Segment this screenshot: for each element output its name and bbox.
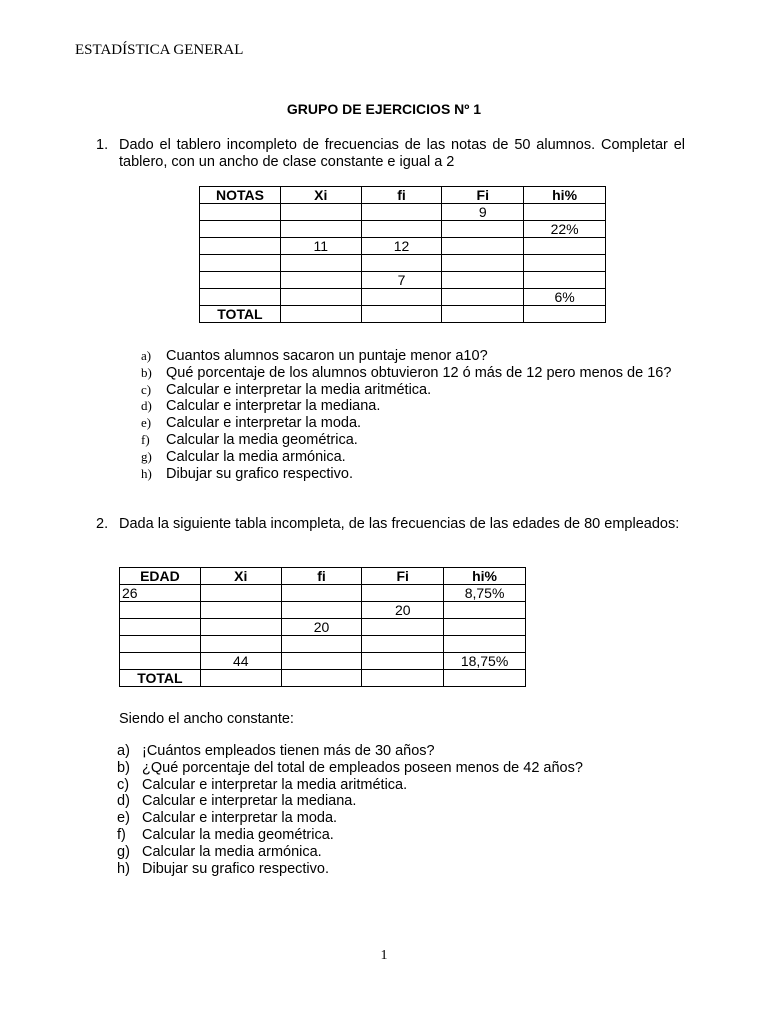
item-text: Calcular la media geométrica.	[166, 431, 358, 448]
list-item	[141, 415, 686, 432]
table-total-row	[200, 306, 606, 323]
table-row	[120, 619, 526, 636]
table-cell: TOTAL	[200, 306, 281, 323]
table-cell	[281, 670, 362, 687]
exercise-2-questions	[117, 743, 682, 877]
table-cell	[444, 602, 526, 619]
header-cell: Fi	[362, 568, 444, 585]
table-row	[120, 653, 526, 670]
header-cell: Fi	[442, 187, 524, 204]
table-cell	[280, 204, 361, 221]
table-cell	[524, 238, 606, 255]
table-cell	[442, 289, 524, 306]
table-row	[200, 272, 606, 289]
item-marker: c)	[117, 776, 130, 793]
list-item	[117, 810, 682, 827]
item-marker: b)	[141, 364, 152, 380]
table-cell	[281, 585, 362, 602]
table-cell	[200, 289, 281, 306]
item-text: Calcular la media geométrica.	[142, 826, 334, 843]
table-cell: 44	[200, 653, 281, 670]
item-marker: f)	[117, 826, 126, 843]
table-cell	[120, 636, 201, 653]
table-cell	[442, 238, 524, 255]
list-item	[141, 381, 686, 399]
table-row	[120, 602, 526, 619]
table-row	[200, 289, 606, 306]
table-total-row	[120, 670, 526, 687]
table-cell	[362, 619, 444, 636]
item-marker: c)	[141, 381, 152, 397]
table-cell	[524, 204, 606, 221]
table-cell	[362, 653, 444, 670]
item-text: Dibujar su grafico respectivo.	[142, 860, 329, 877]
exercise-1-questions	[141, 348, 686, 482]
table-cell	[120, 619, 201, 636]
table-cell	[281, 653, 362, 670]
table-cell	[444, 670, 526, 687]
item-text: Cuantos alumnos sacaron un puntaje menor a10?	[166, 348, 488, 364]
item-marker: e)	[117, 810, 130, 827]
list-item	[141, 348, 686, 365]
table-cell: 22%	[524, 221, 606, 238]
table-cell	[280, 221, 361, 238]
table-cell	[442, 255, 524, 272]
table-cell	[524, 272, 606, 289]
list-item	[141, 398, 686, 415]
table-cell	[442, 306, 524, 323]
item-text: Calcular e interpretar la media aritmética.	[142, 776, 408, 793]
table-cell	[362, 636, 444, 653]
table-cell: 8,75%	[444, 585, 526, 602]
item-marker: a)	[117, 743, 130, 759]
edad-table	[119, 567, 526, 687]
table-cell	[280, 272, 361, 289]
table-cell	[444, 619, 526, 636]
table-cell	[281, 636, 362, 653]
item-marker: b)	[117, 759, 130, 776]
header-cell: Xi	[200, 568, 281, 585]
header-cell: fi	[361, 187, 442, 204]
table-cell	[362, 670, 444, 687]
header-cell: EDAD	[120, 568, 201, 585]
table-cell	[200, 238, 281, 255]
list-item	[141, 465, 686, 483]
item-marker: g)	[141, 448, 152, 464]
table-cell	[442, 221, 524, 238]
table-row	[120, 585, 526, 602]
item-marker: f)	[141, 431, 150, 447]
exercise-2-number: 2.	[96, 516, 109, 532]
header-cell: Xi	[280, 187, 361, 204]
table-cell	[200, 636, 281, 653]
item-marker: g)	[117, 843, 130, 860]
item-text: ¿Qué porcentaje del total de empleados poseen menos de 42 años?	[142, 759, 583, 776]
item-marker: h)	[141, 465, 152, 481]
list-item	[141, 431, 686, 449]
table-cell: 18,75%	[444, 653, 526, 670]
exercise-2-text: Dada la siguiente tabla incompleta, de las frecuencias de las edades de 80 empleados:	[119, 516, 680, 532]
item-text: Calcular e interpretar la moda.	[142, 810, 338, 827]
list-item	[117, 743, 682, 760]
item-text: Calcular e interpretar la media aritmética.	[166, 381, 432, 398]
list-item	[141, 448, 686, 466]
item-marker: a)	[141, 348, 152, 363]
document-header: ESTADÍSTICA GENERAL	[75, 42, 244, 58]
table-row	[200, 221, 606, 238]
table-cell	[120, 602, 201, 619]
table-row	[200, 238, 606, 255]
table-cell	[200, 255, 281, 272]
list-item	[117, 860, 682, 878]
exercise-1-number: 1.	[96, 137, 109, 153]
table-cell: 6%	[524, 289, 606, 306]
table-cell	[200, 670, 281, 687]
item-text: Calcular e interpretar la mediana.	[166, 398, 381, 415]
table-header-row	[120, 568, 526, 585]
item-text: Calcular e interpretar la mediana.	[142, 793, 357, 810]
item-text: Calcular e interpretar la moda.	[166, 415, 362, 432]
exercise-1-text: Dado el tablero incompleto de frecuencias de las notas de 50 alumnos. Completar el tablero, con un ancho de clase constante e igual a 2	[119, 137, 685, 170]
table-cell	[200, 272, 281, 289]
table-cell: 9	[442, 204, 524, 221]
table-cell	[280, 255, 361, 272]
table-cell	[361, 221, 442, 238]
table-cell	[361, 255, 442, 272]
list-item	[117, 776, 682, 794]
list-item	[117, 843, 682, 861]
table-cell: 7	[361, 272, 442, 289]
notas-table	[199, 186, 606, 323]
item-text: Calcular la media armónica.	[142, 843, 322, 860]
item-marker: d)	[141, 398, 152, 414]
table-cell	[361, 204, 442, 221]
item-text: Calcular la media armónica.	[166, 448, 346, 465]
table-row	[120, 636, 526, 653]
table-cell	[280, 289, 361, 306]
page-title: GRUPO DE EJERCICIOS Nº 1	[286, 101, 482, 117]
item-text: ¡Cuántos empleados tienen más de 30 años?	[142, 743, 435, 759]
table-cell	[120, 653, 201, 670]
table-cell: 26	[120, 585, 201, 602]
table-row	[200, 204, 606, 221]
table-cell	[200, 602, 281, 619]
table-cell: 20	[281, 619, 362, 636]
exercise-2-note: Siendo el ancho constante:	[119, 711, 294, 727]
item-text: Dibujar su grafico respectivo.	[166, 465, 353, 482]
table-row	[200, 255, 606, 272]
table-cell	[281, 602, 362, 619]
table-cell	[200, 221, 281, 238]
table-cell	[362, 585, 444, 602]
item-marker: e)	[141, 415, 152, 431]
table-cell	[442, 272, 524, 289]
header-cell: fi	[281, 568, 362, 585]
page-number: 1	[380, 948, 388, 963]
list-item	[117, 826, 682, 844]
header-cell: hi%	[444, 568, 526, 585]
table-cell	[361, 289, 442, 306]
table-cell	[200, 204, 281, 221]
table-cell	[444, 636, 526, 653]
list-item	[141, 364, 686, 382]
list-item	[117, 759, 682, 777]
table-cell	[524, 255, 606, 272]
header-cell: NOTAS	[200, 187, 281, 204]
header-cell: hi%	[524, 187, 606, 204]
table-cell: 12	[361, 238, 442, 255]
table-cell	[524, 306, 606, 323]
table-cell	[200, 619, 281, 636]
table-cell	[361, 306, 442, 323]
item-marker: h)	[117, 860, 130, 877]
table-cell	[280, 306, 361, 323]
table-header-row	[200, 187, 606, 204]
list-item	[117, 793, 682, 810]
table-cell: 11	[280, 238, 361, 255]
table-cell: 20	[362, 602, 444, 619]
table-cell	[200, 585, 281, 602]
item-text: Qué porcentaje de los alumnos obtuvieron 12 ó más de 12 pero menos de 16?	[166, 364, 672, 381]
item-marker: d)	[117, 793, 130, 810]
table-cell: TOTAL	[120, 670, 201, 687]
